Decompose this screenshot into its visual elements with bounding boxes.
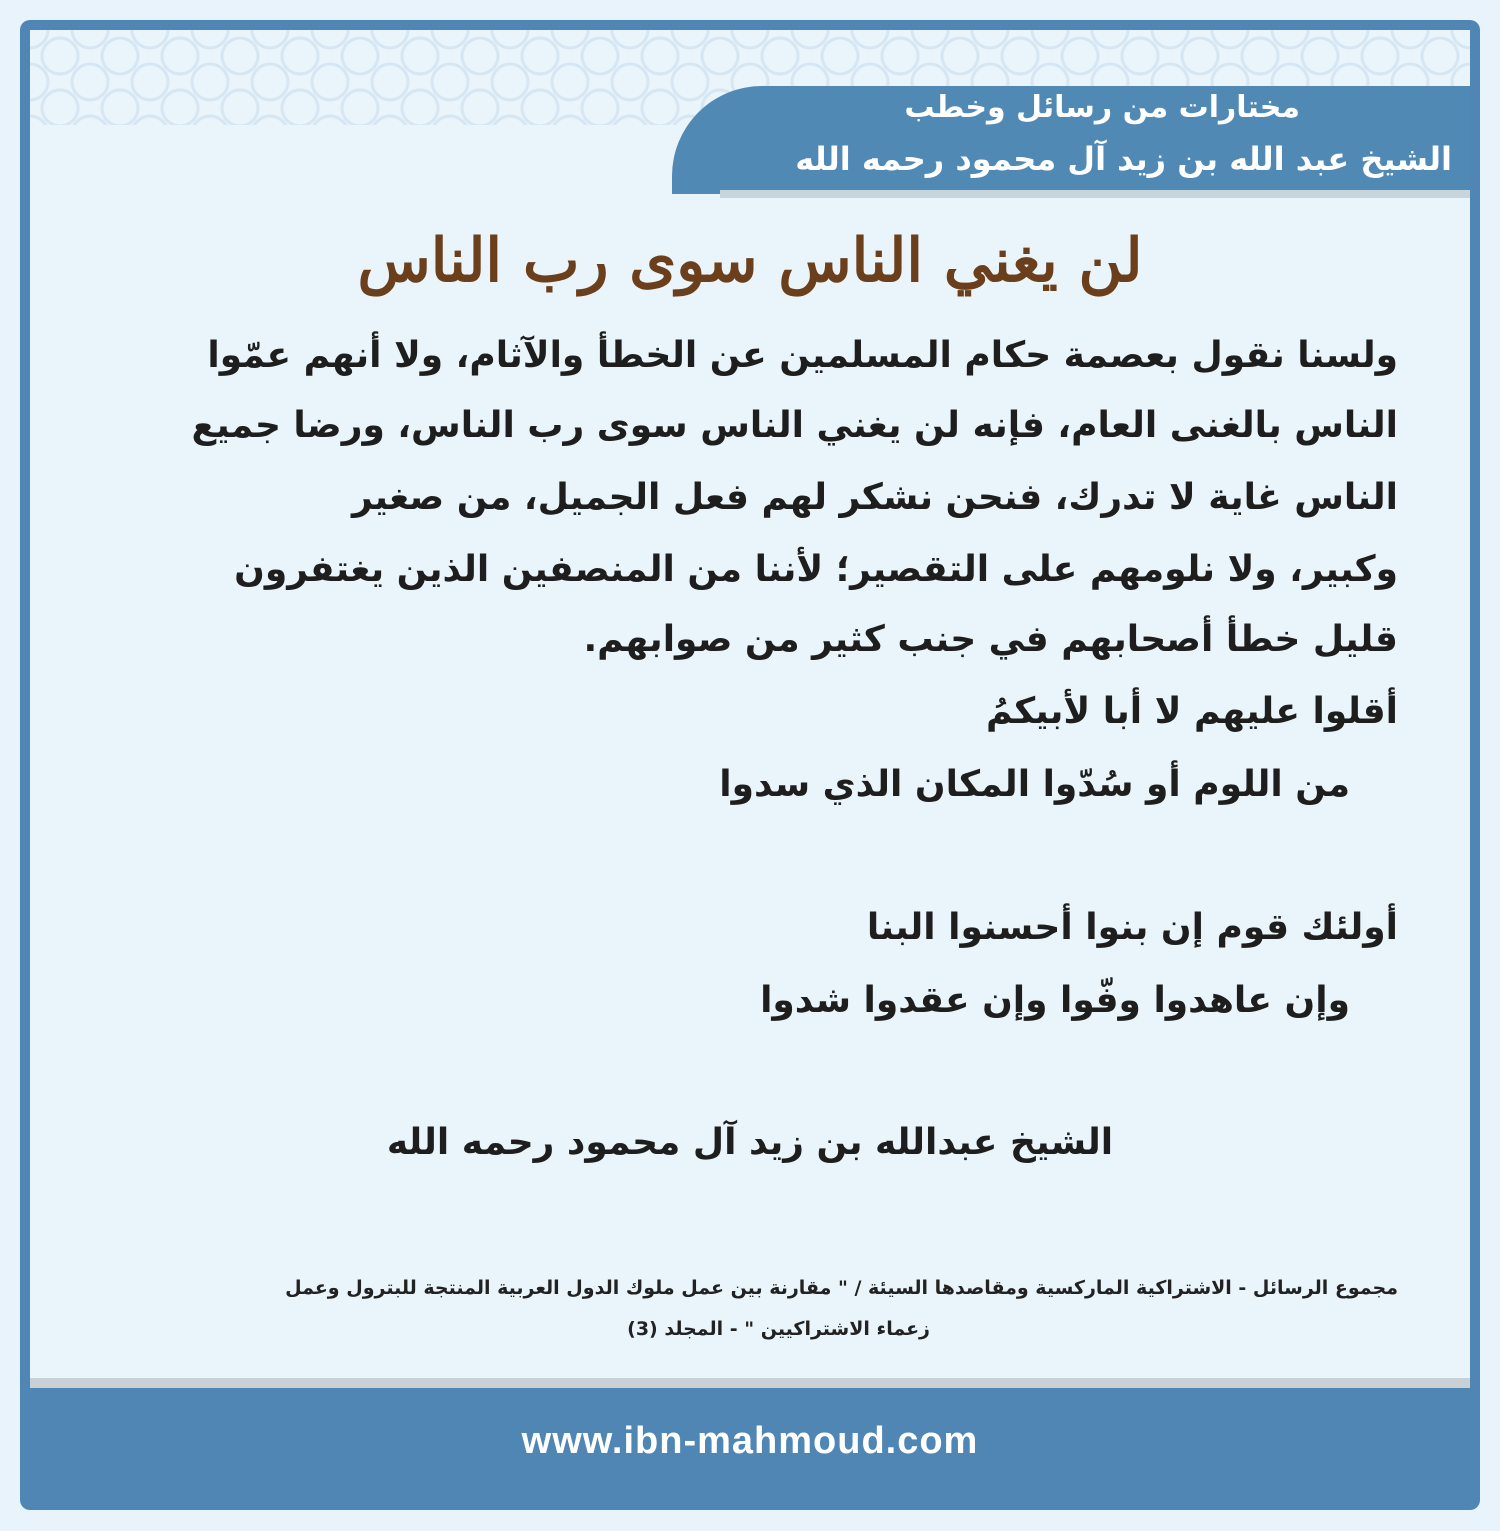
paragraph-line-1: ولسنا نقول بعصمة حكام المسلمين عن الخطأ والآثام، ولا أنهم عمّوا [207,335,1398,376]
poem-verse-1-second-half: من اللوم أو سُدّوا المكان الذي سدوا [719,764,1350,805]
reference-line-2: زعماء الاشتراكيين " - المجلد (3) [627,1318,930,1340]
poem-verse-2-first-half: أولئك قوم إن بنوا أحسنوا البنا [866,907,1398,948]
paragraph-line-2: الناس بالغنى العام، فإنه لن يغني الناس سوى رب الناس، ورضا جميع [191,405,1398,446]
paragraph-line-3: الناس غاية لا تدرك، فنحن نشكر لهم فعل الجميل، من صغير [351,477,1398,518]
footer-divider [30,1378,1470,1388]
poem-verse-1-first-half: أقلوا عليهم لا أبا لأبيكمُ [986,691,1398,732]
header-shadow [720,190,1470,198]
signature: الشيخ عبدالله بن زيد آل محمود رحمه الله [386,1122,1114,1163]
paragraph-line-5: قليل خطأ أصحابهم في جنب كثير من صوابهم. [583,619,1398,660]
header-author-name: الشيخ عبد الله بن زيد آل محمود رحمه الله [795,140,1452,178]
reference-line-1: مجموع الرسائل - الاشتراكية الماركسية ومقاصدها السيئة / " مقارنة بين عمل ملوك الدول العربية المنتجة للبترول وعمل [285,1277,1398,1299]
header-series-title: مختارات من رسائل وخطب [904,90,1300,125]
paragraph-line-4: وكبير، ولا نلومهم على التقصير؛ لأننا من المنصفين الذين يغتفرون [234,549,1398,590]
page-title: لن يغني الناس سوى رب الناس [357,226,1143,296]
website-link[interactable]: www.ibn-mahmoud.com [521,1420,979,1462]
poem-verse-2-second-half: وإن عاهدوا وفّوا وإن عقدوا شدوا [760,980,1350,1021]
